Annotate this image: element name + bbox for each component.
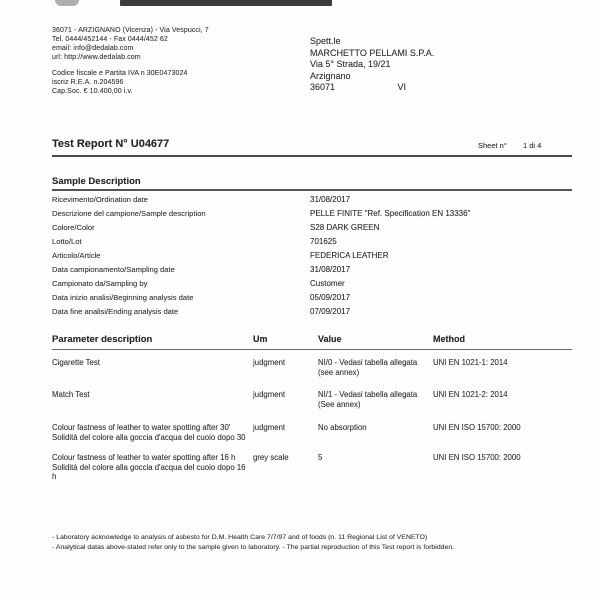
sample-row-value: 07/09/2017 bbox=[310, 307, 351, 316]
cell-um: judgment bbox=[253, 423, 286, 432]
sample-row-value: 05/09/2017 bbox=[310, 293, 351, 302]
header-method: Method bbox=[433, 334, 465, 344]
sample-row-label: Ricevimento/Ordination date bbox=[52, 195, 148, 204]
sample-description-heading: Sample Description bbox=[52, 176, 141, 187]
cell-value: 5 bbox=[318, 453, 323, 462]
recipient-block bbox=[310, 36, 434, 94]
recipient-postal-code: 36071 bbox=[310, 82, 336, 92]
fiscal-line: Cap.Soc. € 10.400,00 i.v. bbox=[52, 88, 133, 95]
cell-method: UNI EN 1021-1: 2014 bbox=[433, 358, 508, 367]
table-header-divider bbox=[52, 349, 572, 350]
footer-note: - Laboratory acknowledge to analysis of asbesto for D.M. Health Care 7/7/97 and of foods (n. 11 Regional List of VENETO) bbox=[52, 534, 428, 541]
cell-method: UNI EN 1021-2: 2014 bbox=[433, 390, 508, 399]
cell-um: judgment bbox=[253, 358, 286, 367]
sample-row-value: 31/08/2017 bbox=[310, 265, 351, 274]
cell-parameter: Match Test bbox=[52, 390, 90, 399]
title-divider bbox=[52, 155, 572, 157]
sample-row bbox=[52, 279, 572, 293]
recipient-province: VI bbox=[397, 82, 407, 92]
sheet-counter bbox=[478, 141, 541, 150]
sample-row-label: Data campionamento/Sampling date bbox=[52, 265, 175, 274]
sample-row bbox=[52, 237, 572, 251]
sample-row-label: Data fine analisi/Ending analysis date bbox=[52, 307, 179, 316]
footer-notes bbox=[52, 533, 577, 553]
sample-row bbox=[52, 209, 572, 223]
cell-method: UNI EN ISO 15700: 2000 bbox=[433, 453, 521, 462]
address-line-url: url: http://www.dedalab.com bbox=[52, 54, 141, 61]
cell-value: NI/0 - Vedasi tabella allegata (see annex) bbox=[318, 358, 418, 377]
sample-row-label: Campionato da/Sampling by bbox=[52, 279, 148, 288]
lab-logo-mark bbox=[55, 0, 79, 6]
address-line: Tel. 0444/452144 - Fax 0444/452 62 bbox=[52, 36, 168, 43]
cell-um: judgment bbox=[253, 390, 286, 399]
parameters-table bbox=[52, 334, 572, 481]
sample-row-label: Articolo/Article bbox=[52, 251, 101, 260]
sample-row-value: 31/08/2017 bbox=[310, 195, 351, 204]
cell-parameter: Cigarette Test bbox=[52, 358, 100, 367]
recipient-zip-row bbox=[310, 82, 434, 94]
cell-value: No absorption bbox=[318, 423, 367, 432]
footer-note: - Analytical datas above-stated refer only to the sample given to laboratory. - The partial reproduction of this Test report is forbidden. bbox=[52, 544, 455, 551]
sheet-value: 1 di 4 bbox=[522, 141, 542, 150]
fiscal-line: Codice fiscale e Partita IVA n 30E0473024 bbox=[52, 70, 188, 77]
table-row bbox=[52, 390, 572, 409]
report-title: Test Report N° U04677 bbox=[52, 138, 170, 150]
recipient-company: MARCHETTO PELLAMI S.P.A. bbox=[310, 47, 435, 58]
address-line: 36071 - ARZIGNANO (Vicenza) - Via Vespucci, 7 bbox=[52, 27, 209, 34]
sample-row-label: Data inizio analisi/Beginning analysis date bbox=[52, 293, 194, 302]
sample-row-label: Colore/Color bbox=[52, 223, 95, 232]
header-um: Um bbox=[253, 334, 268, 344]
sample-row bbox=[52, 307, 572, 321]
cell-value: NI/1 - Vedasi tabella allegata (See annex) bbox=[318, 390, 418, 409]
header-value: Value bbox=[318, 334, 342, 344]
cell-method: UNI EN ISO 15700: 2000 bbox=[433, 423, 521, 432]
recipient-address: Via 5° Strada, 19/21 bbox=[310, 59, 391, 69]
recipient-city: Arzignano bbox=[310, 70, 351, 81]
lab-fiscal-block bbox=[52, 69, 188, 96]
cell-parameter: Colour fastness of leather to water spotting after 16 h Solidità del colore alla goccia d'acqua del cuoio dopo 16 h bbox=[52, 453, 246, 481]
sample-row bbox=[52, 293, 572, 307]
sample-row bbox=[52, 251, 572, 265]
sheet-label: Sheet n° bbox=[478, 141, 507, 150]
letterhead-banner bbox=[120, 0, 332, 6]
cell-parameter: Colour fastness of leather to water spotting after 30' Solidità del colore alla goccia d'acqua del cuoio dopo 30 bbox=[52, 423, 246, 442]
sample-row-value: S28 DARK GREEN bbox=[310, 223, 380, 232]
sample-row-value: Customer bbox=[310, 279, 345, 288]
sample-row bbox=[52, 195, 572, 209]
parameters-table-header bbox=[52, 334, 572, 345]
fiscal-line: iscriz R.E.A. n.204596 bbox=[52, 79, 124, 86]
cell-um: grey scale bbox=[253, 453, 289, 462]
recipient-salutation: Spett.le bbox=[310, 36, 341, 46]
table-row bbox=[52, 358, 572, 377]
address-line-email: email: info@dedalab.com bbox=[52, 45, 134, 52]
sample-description-rows bbox=[52, 195, 572, 321]
sample-row-value: FEDERICA LEATHER bbox=[310, 251, 389, 260]
sample-row bbox=[52, 223, 572, 237]
sample-row-label: Lotto/Lot bbox=[52, 237, 82, 246]
sample-row bbox=[52, 265, 572, 279]
sample-row-value: PELLE FINITE "Ref. Specification EN 13336" bbox=[310, 209, 471, 218]
lab-address-block bbox=[52, 26, 209, 62]
header-parameter: Parameter description bbox=[52, 334, 153, 345]
table-row bbox=[52, 453, 572, 482]
sample-row-value: 701625 bbox=[310, 237, 337, 246]
sample-divider bbox=[52, 189, 572, 191]
table-row bbox=[52, 423, 572, 442]
sample-row-label: Descrizione del campione/Sample description bbox=[52, 209, 206, 218]
